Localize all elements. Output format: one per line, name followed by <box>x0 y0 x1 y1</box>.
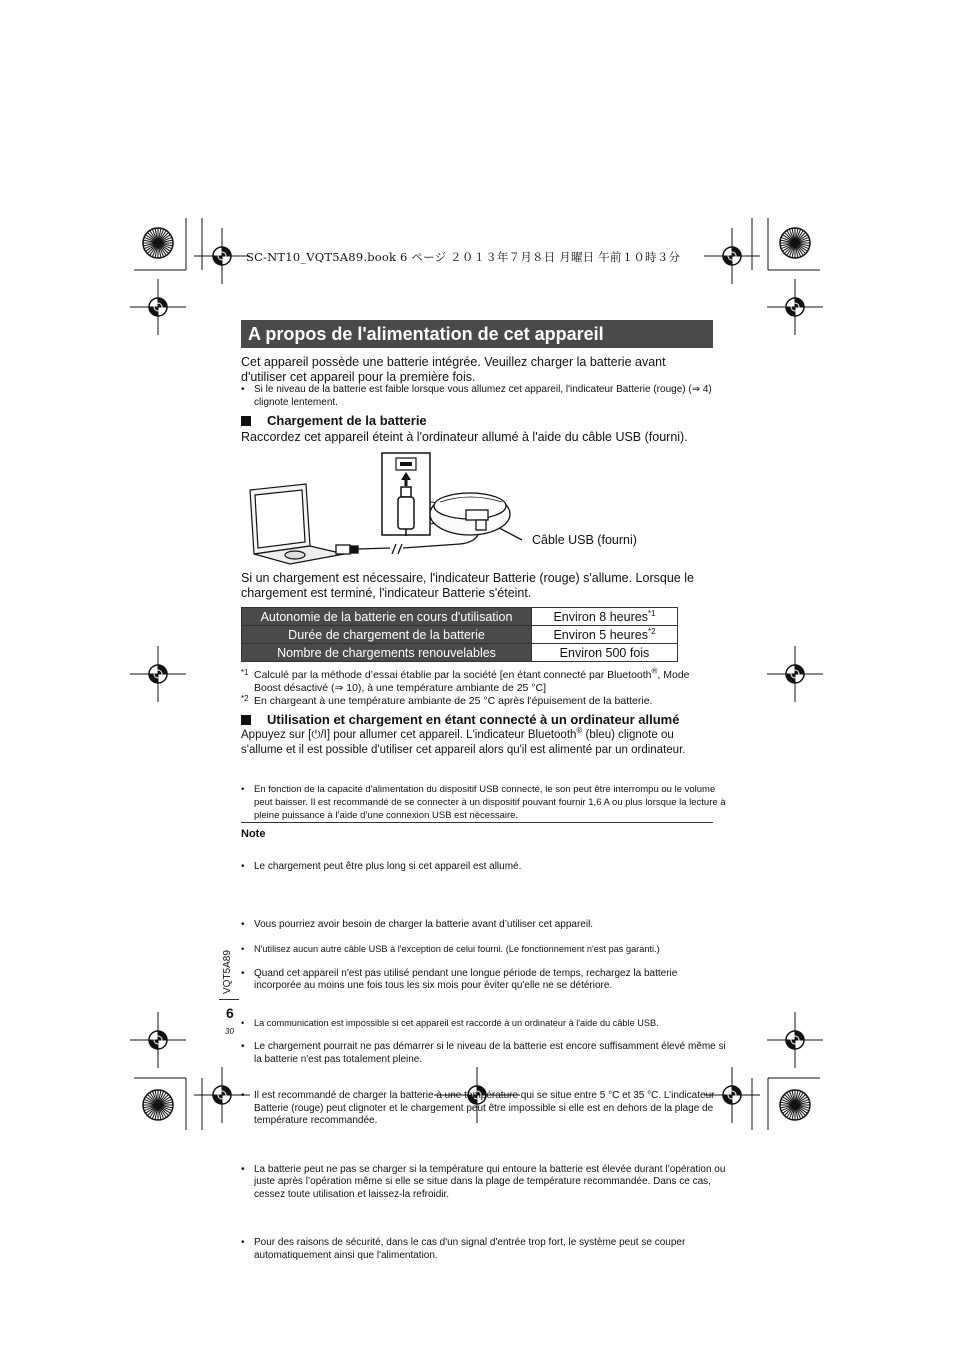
table-value-cell: Environ 8 heures$^{*1}$ <box>532 608 678 626</box>
note-bullet-3: • Quand cet appareil n'est pas utilisé pendant une longue période de temps, rechargez la batterie incorporée au moins une fois tous les six mois pour éviter qu'elle ne se détériore. <box>241 968 726 993</box>
computer-bullet-2: • Le chargement peut être plus long si cet appareil est allumé. <box>241 861 726 874</box>
note-bullet-2: • N'utilisez aucun autre câble USB à l'exception de celui fourni. (Le fonctionnement n'est pas garanti.) <box>241 943 726 956</box>
page-number-rule <box>219 999 239 1000</box>
note-bullet-7: • La batterie peut ne pas se charger si la température qui entoure la batterie est élevée durant l’opération ou juste après l’opération même si elle se situe dans la plage de température recommandée. Dans ce cas, cessez toute utilisation et laissez-la refroidir. <box>241 1164 726 1202</box>
square-bullet-icon <box>241 416 251 426</box>
side-model-code: VQT5A89 <box>222 950 233 994</box>
speaker-illustration <box>430 493 510 535</box>
footnote-1: *1 Calculé par la méthode d’essai établie par la société [en étant connecté par Bluetooth®, Mode Boost désactivé (⇒ 10), à une température ambiante de 25 °C] <box>241 666 690 694</box>
table-label-cell: Durée de chargement de la batterie <box>242 626 532 644</box>
power-icon: ⏻ <box>311 729 321 741</box>
note-bullet-6: • Il est recommandé de charger la batterie à une température qui se situe entre 5 °C et 35 °C. L’indicateur Batterie (rouge) peut clignoter et le chargement peut être impossible si elle est en dehors de la plage de température recommandée. <box>241 1090 726 1128</box>
table-label-cell: Autonomie de la batterie en cours d'utilisation <box>242 608 532 626</box>
table-value-cell: Environ 5 heures$^{*2}$ <box>532 626 678 644</box>
note-bullet-8: • Pour des raisons de sécurité, dans le cas d'un signal d'entrée trop fort, le système peut se couper automatiquement ainsi que l'alimentation. <box>241 1237 726 1262</box>
table-label-cell: Nombre de chargements renouvelables <box>242 644 532 662</box>
header-file-line: SC-NT10_VQT5A89.book 6 ページ ２０１３年７月８日 月曜日 午前１０時３分 <box>246 250 681 264</box>
computer-bullet-1: • En fonction de la capacité d'alimentation du dispositif USB connecté, le son peut être interrompu ou le volume peut baisser. Il est recommandé de se connecter à un dispositif pouvant fournir 1,6 A ou plus lorsque la lecture à pleine puissance à l’aide d’une connexion USB est nécessaire. <box>241 783 726 822</box>
table-row <box>242 626 678 644</box>
footnote-2: *2 En chargeant à une température ambiante de 25 °C après l'épuisement de la batterie. <box>241 694 653 707</box>
intro-bullet: • Si le niveau de la batterie est faible lorsque vous allumez cet appareil, l'indicateur Batterie (rouge) (⇒ 4) clignote lentement. <box>241 384 726 409</box>
charging-text: Raccordez cet appareil éteint à l'ordinateur allumé à l'aide du câble USB (fourni). <box>241 430 688 444</box>
note-bullet-5: • Le chargement pourrait ne pas démarrer si le niveau de la batterie est encore suffisamment élevé même si la batterie n'est pas totalement pleine. <box>241 1041 726 1066</box>
usb-connection-illustration <box>240 450 540 570</box>
note-divider <box>241 822 713 823</box>
laptop-illustration <box>250 484 344 564</box>
page-number: 6 <box>226 1005 234 1021</box>
table-row <box>242 608 678 626</box>
table-value-cell: Environ 500 fois <box>532 644 678 662</box>
charging-heading: Chargement de la batterie <box>241 413 427 428</box>
computer-heading: Utilisation et chargement en étant connecté à un ordinateur allumé <box>241 712 679 727</box>
page-title: A propos de l'alimentation de cet appareil <box>241 320 713 348</box>
charging-after-text: Si un chargement est nécessaire, l'indicateur Batterie (rouge) s'allume. Lorsque le chargement est terminé, l'indicateur Batterie s'éteint. <box>241 571 694 600</box>
note-heading: Note <box>241 828 266 840</box>
note-bullet-1: • Vous pourriez avoir besoin de charger la batterie avant d’utiliser cet appareil. <box>241 919 726 932</box>
sub-page-number: 30 <box>225 1027 234 1036</box>
usb-cable-label: Câble USB (fourni) <box>532 533 637 547</box>
battery-spec-table <box>241 607 678 662</box>
computer-text: Appuyez sur [⏻/I] pour allumer cet appareil. L'indicateur Bluetooth® (bleu) clignote ou s'allume et il est possible d'utiliser cet appareil alors qu'il est alimenté par un ordinateur. <box>241 726 686 756</box>
square-bullet-icon <box>241 715 251 725</box>
table-row <box>242 644 678 662</box>
note-bullet-4: • La communication est impossible si cet appareil est raccordé à un ordinateur à l'aide du câble USB. <box>241 1017 726 1030</box>
intro-text: Cet appareil possède une batterie intégrée. Veuillez charger la batterie avant d'utiliser cet appareil pour la première fois. <box>241 355 666 384</box>
